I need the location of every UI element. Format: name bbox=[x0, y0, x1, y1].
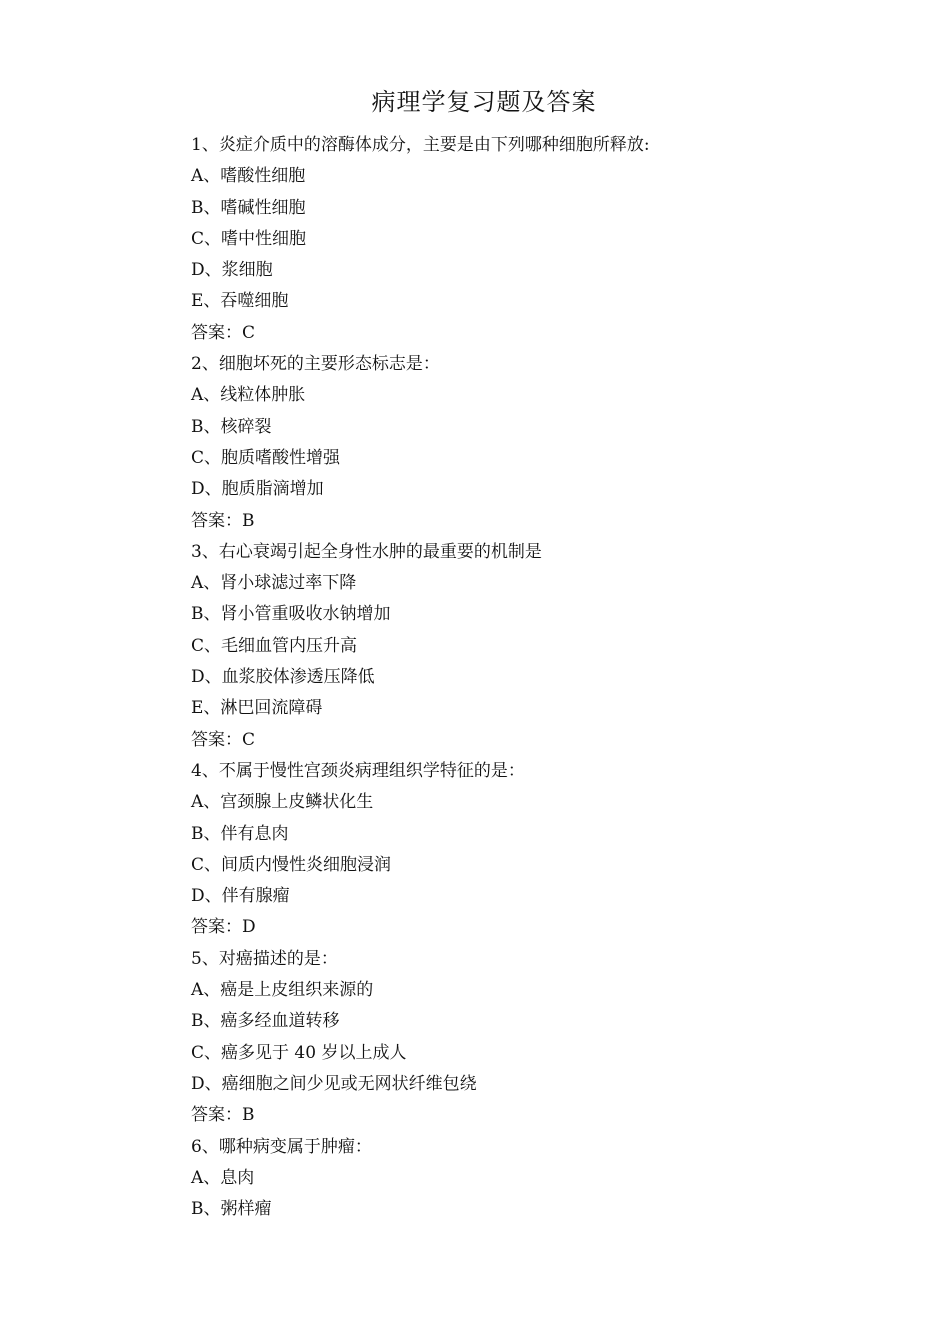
option: C、间质内慢性炎细胞浸润 bbox=[191, 854, 392, 875]
option: B、肾小管重吸收水钠增加 bbox=[191, 604, 391, 625]
option: D、癌细胞之间少见或无网状纤维包绕 bbox=[191, 1073, 477, 1094]
option: D、浆细胞 bbox=[191, 260, 273, 281]
option: C、嗜中性细胞 bbox=[191, 228, 307, 249]
option: B、伴有息肉 bbox=[191, 823, 289, 844]
option: A、线粒体肿胀 bbox=[191, 385, 306, 406]
option: B、癌多经血道转移 bbox=[191, 1011, 340, 1032]
answer: 答案：C bbox=[191, 322, 256, 343]
answer: 答案：B bbox=[191, 510, 255, 531]
option: A、嗜酸性细胞 bbox=[191, 166, 306, 187]
question-stem: 4、不属于慢性宫颈炎病理组织学特征的是： bbox=[191, 760, 525, 781]
question-stem: 2、细胞坏死的主要形态标志是： bbox=[191, 354, 440, 375]
option: B、嗜碱性细胞 bbox=[191, 197, 306, 218]
answer: 答案：B bbox=[191, 1105, 255, 1126]
answer: 答案：C bbox=[191, 729, 256, 750]
option: A、癌是上皮组织来源的 bbox=[191, 980, 374, 1001]
option: E、淋巴回流障碍 bbox=[191, 698, 323, 719]
question-stem: 3、右心衰竭引起全身性水肿的最重要的机制是 bbox=[191, 541, 542, 562]
option: C、毛细血管内压升高 bbox=[191, 635, 358, 656]
option: C、癌多见于 40 岁以上成人 bbox=[191, 1042, 407, 1063]
option: D、伴有腺瘤 bbox=[191, 886, 290, 907]
answer: 答案：D bbox=[191, 917, 256, 938]
option: B、核碎裂 bbox=[191, 416, 272, 437]
question-list bbox=[191, 130, 891, 1225]
option: E、吞噬细胞 bbox=[191, 291, 289, 312]
option: A、肾小球滤过率下降 bbox=[191, 573, 357, 594]
question-stem: 1、炎症介质中的溶酶体成分，主要是由下列哪种细胞所释放: bbox=[191, 135, 650, 155]
option: D、胞质脂滴增加 bbox=[191, 479, 324, 500]
option: B、粥样瘤 bbox=[191, 1199, 272, 1220]
option: D、血浆胶体渗透压降低 bbox=[191, 667, 375, 688]
question-stem: 5、对癌描述的是： bbox=[191, 948, 338, 969]
option: C、胞质嗜酸性增强 bbox=[191, 447, 341, 468]
option: A、息肉 bbox=[191, 1167, 255, 1188]
option: A、宫颈腺上皮鳞状化生 bbox=[191, 792, 374, 813]
question-stem: 6、哪种病变属于肿瘤： bbox=[191, 1136, 372, 1157]
document-title: 病理学复习题及答案 bbox=[371, 88, 597, 116]
